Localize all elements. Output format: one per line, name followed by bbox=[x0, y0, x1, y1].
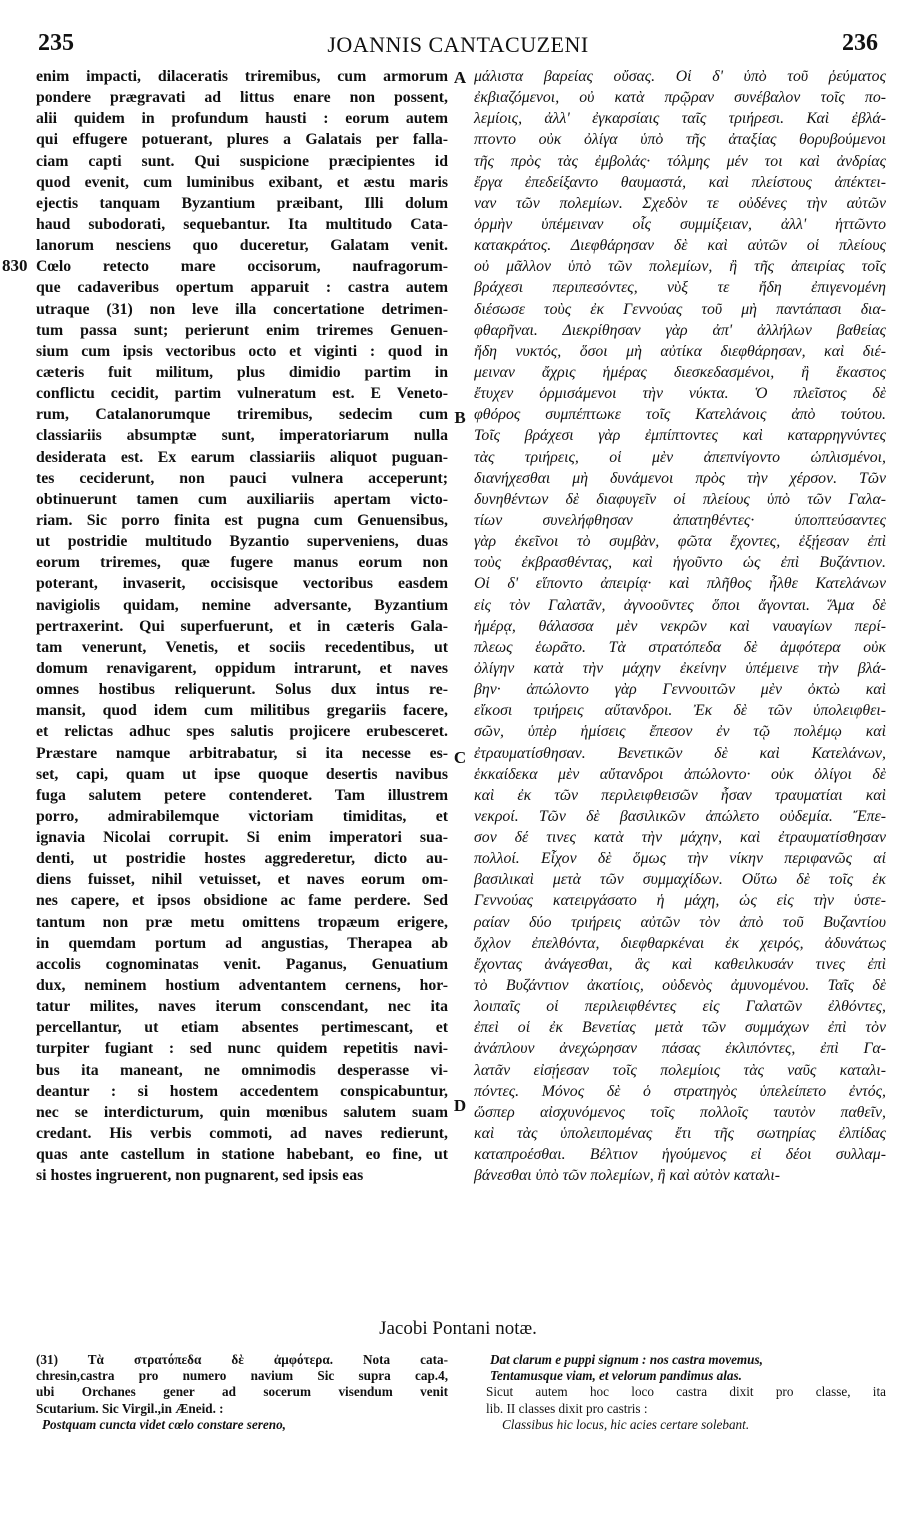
latin-line: tam venerunt, Venetis, et sociis recedentibus, ut bbox=[36, 638, 448, 656]
greek-line: βην· ἀπώλοντο γὰρ Γεννουιτῶν μὲν ὀκτὼ καὶ bbox=[474, 681, 886, 699]
latin-line: pertraxerint. Qui superfuerunt, et in cæteris Gala- bbox=[36, 617, 448, 635]
greek-line: Οἱ δ' εἵποντο ἀπειρίᾳ· καὶ πλῆθος ἦλθε Κατελάνων bbox=[474, 575, 886, 593]
greek-line: τὰς τριήρεις, οἱ μὲν ἀπεπνίγοντο ὡπλισμένοι, bbox=[474, 448, 886, 466]
note-quote: Postquam cuncta videt cœlo constare sereno, bbox=[42, 1416, 286, 1432]
latin-line: alii quidem in profundum hausti : eorum autem bbox=[36, 110, 448, 128]
latin-line: set, capi, quam ut ipse quoque desertis navibus bbox=[36, 765, 448, 783]
latin-line: dux, neminem hostium adventantem cernens, hor- bbox=[36, 977, 448, 995]
greek-line: ἤδη νυκτός, ὅσοι μὴ αὐτίκα διεφθάρησαν, καὶ διέ- bbox=[474, 342, 886, 360]
latin-line: pondere prægravati ad littus enare non possent, bbox=[36, 89, 448, 107]
greek-line: τῆς πρὸς τὰς ἐμβολάς· τόλμης μέν τοι καὶ ἀνδρίας bbox=[474, 152, 886, 170]
greek-line: πτοντο οὐκ ὀλίγα ὑπὸ τῆς ἀταξίας θορυβούμενοι bbox=[474, 131, 886, 149]
greek-line: πολλοί. Εἶχον δὲ ὅμως τὴν νίκην περιφανῶς αἱ bbox=[474, 850, 886, 868]
latin-line: Præstare namque arbitrabatur, si ita necesse es- bbox=[36, 744, 448, 762]
greek-line: λοιπαῖς οἱ περιλειφθέντες εἰς Γαλατῶν ἐλθόντες, bbox=[474, 998, 886, 1016]
latin-column bbox=[2, 66, 448, 1314]
latin-line: nes capere, et ipsos obsidione ac fame perdere. Sed bbox=[36, 892, 448, 910]
greek-line: νεκροί. Τῶν δὲ βασιλικῶν ἀπώλετο οὐδεμία. Ἔπε- bbox=[474, 807, 886, 825]
latin-line: ciam capti sunt. Qui suspicione præcipientes id bbox=[36, 152, 448, 170]
latin-line: haud subodorati, sequebantur. Ita multitudo Cata- bbox=[36, 215, 448, 233]
greek-line: σον δέ τινες κατὰ τὴν μάχην, καὶ ἐτραυματίσθησαν bbox=[474, 829, 886, 847]
latin-line: quas ante castellum in statione habebant, eo fine, ut bbox=[36, 1146, 448, 1164]
running-header bbox=[38, 30, 878, 60]
greek-line: ὄχλον ἐπελθόντα, διεφθαρκέναι ἐκ χειρός, ἀδυνάτως bbox=[474, 934, 886, 952]
latin-line: poterant, invaserit, occisisque vectoribus easdem bbox=[36, 575, 448, 593]
greek-line: καὶ τὰς ὑπολειπομένας ἔτι τῆς σωτηρίας ἐλπίδας bbox=[474, 1125, 886, 1143]
latin-line: enim impacti, dilaceratis triremibus, cum armorum bbox=[36, 68, 448, 85]
greek-line: ἀνάπλουν ἀνεχώρησαν πάσας ἐκλιπόντες, ἐπὶ Γα- bbox=[474, 1040, 886, 1058]
latin-line: denti, ut postridie hostes aggrederetur, dicto au- bbox=[36, 850, 448, 868]
latin-line: domum renavigarent, oppidum intrarunt, et naves bbox=[36, 659, 448, 677]
greek-line: εἴκοσι τριήρεις αὔτανδροι. Ἐκ δὲ τῶν ὑπολειφθει- bbox=[474, 702, 886, 720]
latin-line: utraque (31) non leve illa concertatione detrimen- bbox=[36, 300, 448, 318]
note-line: (31) Τὰ στρατόπεδα δὲ ἀμφότερα. Nota cata- bbox=[36, 1352, 448, 1367]
greek-line: φθαρῆναι. Διεκρίθησαν γὰρ ἀπ' ἀλλήλων βαθείας bbox=[474, 321, 886, 339]
latin-line: ignavia Nicolai corrupit. Si enim imperatori sua- bbox=[36, 829, 448, 847]
latin-line: riam. Sic porro finita est pugna cum Genuensibus, bbox=[36, 511, 448, 529]
note-quote: Classibus hic locus, hic acies certare solebant. bbox=[502, 1416, 750, 1432]
latin-line: Cœlo retecto mare occisorum, naufragorum- bbox=[36, 258, 448, 276]
latin-line: quod evenit, cum luminibus exibant, et æstu maris bbox=[36, 173, 448, 191]
greek-line: βασιλικαὶ μετὰ τῶν συμμαχίδων. Οὕτω δὲ τοῖς ἐκ bbox=[474, 871, 886, 889]
greek-line: ἑκκαίδεκα μὲν αὔτανδροι ἀπώλοντο· οὐκ ὀλίγοι δὲ bbox=[474, 765, 886, 783]
greek-line: διανήχεσθαι μὴ δυνάμενοι πρὸς τὴν χέρσον. Τῶν bbox=[474, 469, 886, 487]
note-line: lib. II classes dixit pro castris : bbox=[486, 1400, 648, 1416]
latin-line: nec se interdicturum, quin mœnibus salutem suam bbox=[36, 1103, 448, 1121]
margin-marker-d: D bbox=[453, 1096, 467, 1115]
latin-line: rum, Catalanorumque triremibus, sedecim cum bbox=[36, 406, 448, 424]
greek-line: ἔτυχεν ὁρμισάμενοι τὴν νύκτα. Ὁ πλεῖστος δὲ bbox=[474, 385, 886, 403]
latin-line: credant. His verbis commoti, ad naves redierunt, bbox=[36, 1125, 448, 1143]
greek-line: λεμίοις, ἀλλ' ἐγκαρσίαις ταῖς τριήρεσι. Καὶ ἐβλά- bbox=[474, 110, 886, 128]
running-title: JOANNIS CANTACUZENI bbox=[327, 32, 589, 57]
greek-line: καταπροέσθαι. Βέλτιον ἡγούμενος εἰ δέοι συλλαμ- bbox=[474, 1146, 886, 1164]
page-number-left: 235 bbox=[38, 30, 74, 56]
greek-line: ἐκβιαζόμενοι, οὐ κατὰ πρῷραν συνέβαλον τοῖς πο- bbox=[474, 89, 886, 107]
latin-line: tum passa sunt; perierunt enim triremes Genuen- bbox=[36, 321, 448, 339]
latin-line: obtinuerunt tamen cum auxiliariis apertam victo- bbox=[36, 490, 448, 508]
latin-line: accolis cognominatas venit. Paganus, Genuatium bbox=[36, 955, 448, 973]
note-quote: Dat clarum e puppi signum : nos castra movemus, bbox=[490, 1352, 763, 1367]
greek-line: φθόρος συμπέπτωκε τοῖς Κατελάνοις ἀπὸ τούτου. bbox=[474, 406, 886, 424]
greek-line: διέσωσε τοὺς ἐκ Γεννούας τοῦ μὴ παντάπασι δια- bbox=[474, 300, 886, 318]
greek-line: εἰς τὸν Γαλατᾶν, ἀγνοοῦντες ὅποι ἄγονται. Ἅμα δὲ bbox=[474, 596, 886, 614]
latin-line: lanorum nesciens quo duceretur, Galatam venit. bbox=[36, 237, 448, 255]
latin-line: et relictas adhuc spes salutis projicere erubesceret. bbox=[36, 723, 448, 741]
latin-line: ejectis tanquam Byzantium præibant, Illi dolum bbox=[36, 194, 448, 212]
greek-line: ἔργα ἐπεδείξαντο θαυμαστά, καὶ πλείστους ἀπέκτει- bbox=[474, 173, 886, 191]
notes-right-column bbox=[486, 1352, 886, 1433]
greek-line: σῶν, ὑπὲρ ἡμίσεις ἔπεσον ἐν τῷ πολέμῳ καὶ bbox=[474, 723, 886, 741]
latin-line: turpiter fugiant : sed nunc quidem repetitis navi- bbox=[36, 1040, 448, 1058]
note-line: Scutarium. Sic Virgil.,in Æneid. : bbox=[36, 1400, 224, 1416]
greek-line: ὁρμὴν ὑπέμειναν οἷς συμμίξειαν, ἀλλ' ἡττῶντο bbox=[474, 215, 886, 233]
greek-line: ραίαν δύο τριήρεις αὐτῶν τὸν ἀπὸ τοῦ Βυζαντίου bbox=[474, 913, 886, 931]
latin-line: mansit, quod idem cum militibus gregariis facere, bbox=[36, 702, 448, 720]
latin-line: desiderata est. Ex earum classiariis aliquot puguan- bbox=[36, 448, 448, 466]
latin-line: ut postridie multitudo Byzantio superveniens, duas bbox=[36, 533, 448, 551]
greek-line: ναν τῶν πολεμίων. Σχεδὸν τε οὐδένες τὴν αὐτῶν bbox=[474, 194, 886, 212]
note-quote: Tentamusque viam, et velorum pandimus alas. bbox=[490, 1368, 742, 1384]
greek-column bbox=[474, 66, 886, 1314]
note-line: ubi Orchanes gener ad socerum visendum venit bbox=[36, 1384, 448, 1400]
latin-line: tantum non præ metu omittens tropæum erigere, bbox=[36, 913, 448, 931]
latin-line: si hostes ingruerent, non pugnarent, sed ipsis eas bbox=[36, 1167, 364, 1185]
latin-line: percellantur, ut etiam absentes pertimescant, et bbox=[36, 1019, 448, 1037]
latin-line: fuga salutem petere contenderet. Tam illustrem bbox=[36, 786, 448, 804]
greek-line: Γεννούας κατειργάσατο ἡ μάχη, ὡς εἰς τὴν ὑστε- bbox=[474, 892, 886, 910]
latin-line: tatur milites, naves iterum conscendant, nec ita bbox=[36, 998, 448, 1016]
greek-line: οὐ μᾶλλον ὑπὸ τῶν πολεμίων, ἢ τῆς ἀπειρίας τοῖς bbox=[474, 258, 886, 276]
greek-line: βράχεσι περιπεσόντες, νὺξ τε ἤδη ἐπιγενομένη bbox=[474, 279, 886, 297]
greek-line: μάλιστα βαρείας οὔσας. Οἱ δ' ὑπὸ τοῦ ῥεύματος bbox=[474, 68, 886, 85]
margin-marker-c: C bbox=[453, 748, 467, 767]
greek-line: μειναν ἄχρις ἡμέρας διεσκεδασμένοι, ἢ ἕκαστος bbox=[474, 363, 886, 381]
latin-line: porro, admirabilemque victoriam timiditas, et bbox=[36, 807, 448, 825]
greek-line: λατᾶν εἰσῄεσαν τοῖς πολεμίοις τὰς ναῦς καταλι- bbox=[474, 1061, 886, 1079]
latin-line: cæteris fuit militum, plus dimidio partim in bbox=[36, 363, 448, 381]
greek-line: πλεως ἑωρᾶτο. Τὰ στρατόπεδα δὲ ἀμφότερα οὐκ bbox=[474, 638, 886, 656]
margin-page-ref: 830 bbox=[2, 256, 28, 276]
notes-left-column bbox=[36, 1352, 448, 1433]
greek-line: τίων συνελήφθησαν ἀπατηθέντες· ὑποπτεύσαντες bbox=[474, 511, 886, 529]
latin-line: tes ceciderunt, non pauci vulnera acceperunt; bbox=[36, 469, 448, 487]
latin-line: in quemdam portum ad angustias, Therapea ab bbox=[36, 934, 448, 952]
margin-marker-b: B bbox=[454, 408, 466, 427]
greek-line: ὥσπερ αἰσχυνόμενος τοῖς πολλοῖς ταυτὸν παθεῖν, bbox=[474, 1103, 886, 1121]
notes-heading: Jacobi Pontani notæ. bbox=[379, 1318, 537, 1339]
greek-line: τὸ Βυζάντιον ἀκατίοις, οὐδενὸς ἀμυνομένου. Ταῖς δὲ bbox=[474, 977, 886, 995]
latin-line: classiariis absumptæ sunt, imperatoriarum nulla bbox=[36, 427, 448, 445]
margin-marker-a: A bbox=[453, 68, 467, 87]
greek-line: τοὺς ἐκβρασθέντας, καὶ ἡγοῦντο ὡς ἐπὶ Βυζάντιον. bbox=[474, 554, 886, 572]
greek-line: ἐπεὶ οἱ ἐκ Βενετίας μετὰ τῶν συμμάχων ἐπὶ τὸν bbox=[474, 1019, 886, 1037]
greek-line: καὶ ἐκ τῶν περιλειφθεισῶν ἦσαν τραυματίαι καὶ bbox=[474, 786, 886, 804]
greek-line: γὰρ ἐκεῖνοι τὸ συμβὰν, φῶτα ἔχοντες, ἐξῄεσαν ἐπὶ bbox=[474, 533, 886, 551]
latin-line: navigiolis quidam, nemine adversante, Byzantium bbox=[36, 596, 448, 614]
note-line: Sicut autem hoc loco castra dixit pro classe, ita bbox=[486, 1384, 886, 1400]
latin-line: eorum triremes, quæ fugere manus eorum non bbox=[36, 554, 448, 572]
latin-line: qui effugere potuerant, plures a Galatais per falla- bbox=[36, 131, 448, 149]
page-number-right: 236 bbox=[842, 30, 878, 56]
latin-line: conflictu cecidit, partim vulneratum est. E Veneto- bbox=[36, 385, 448, 403]
greek-line: δυνηθέντων δὲ διαφυγεῖν οἱ πλείους ὑπὸ τῶν Γαλα- bbox=[474, 490, 886, 508]
latin-line: diens fuisset, nihil vetuisset, et naves eorum om- bbox=[36, 871, 448, 889]
greek-line: ἡμέρᾳ, θάλασσα μὲν νεκρῶν καὶ ναυαγίων περί- bbox=[474, 617, 886, 635]
latin-line: sium cum ipsis vectoribus octo et viginti : quod in bbox=[36, 342, 448, 360]
note-line: chresin,castra pro numero navium Sic supra cap.4, bbox=[36, 1368, 448, 1384]
greek-line: Τοῖς βράχεσι γὰρ ἐμπίπτοντες καὶ καταρρηγνύντες bbox=[474, 427, 886, 445]
latin-line: deantur : si hostem accedentem conspicabuntur, bbox=[36, 1082, 448, 1100]
latin-line: que cadaveribus opertum apparuit : castra autem bbox=[36, 279, 448, 297]
greek-line: βάνεσθαι ὑπὸ τῶν πολεμίων, ἢ καὶ αὐτὸν καταλι- bbox=[474, 1167, 780, 1185]
greek-line: πόντες. Μόνος δὲ ὁ στρατηγὸς ὑπελείπετο ἐντός, bbox=[474, 1082, 886, 1100]
latin-line: bus ita maneant, ne omnimodis desperasse vi- bbox=[36, 1061, 448, 1079]
greek-line: ὀλίγην κατὰ τὴν μάχην ἐκείνην ὑπέμεινε τὴν βλά- bbox=[474, 659, 886, 677]
greek-line: ἔχοντας ἀνάγεσθαι, ἃς καὶ καθειλκυσάν τινες ἐπὶ bbox=[474, 955, 886, 973]
greek-line: ἐτραυματίσθησαν. Βενετικῶν δὲ καὶ Κατελάνων, bbox=[474, 744, 886, 762]
latin-line: omnes hostibus reliquerunt. Solus dux intus re- bbox=[36, 681, 448, 699]
greek-line: κατακράτος. Διεφθάρησαν δὲ καὶ αὐτῶν οἱ πλείους bbox=[474, 237, 886, 255]
